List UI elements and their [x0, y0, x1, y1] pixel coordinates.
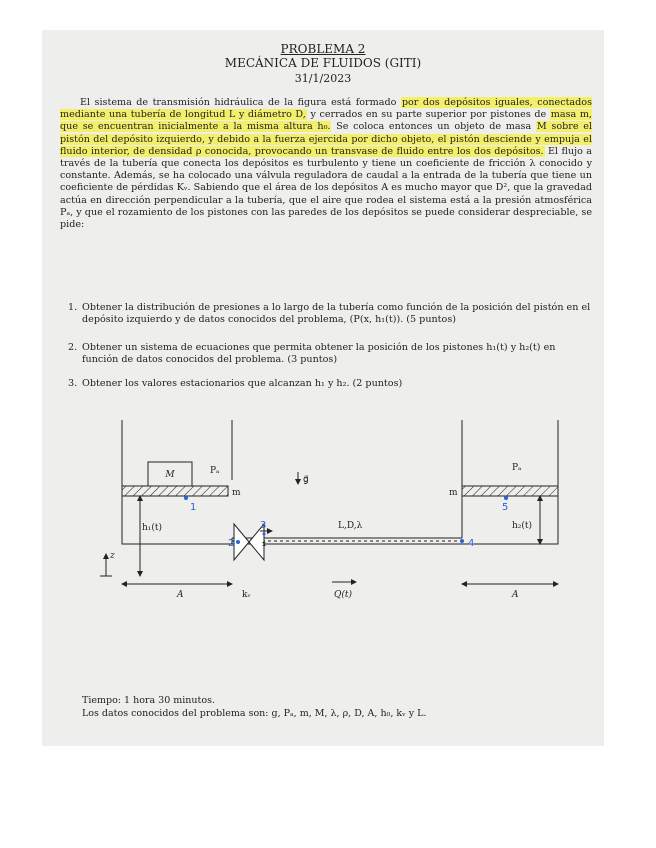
- question-text: Obtener un sistema de ecuaciones que permita obtener la posición de los pistones h₁(t) y h₂(t) en función de datos conocidos del problema. (3 puntos): [82, 342, 556, 365]
- point-4-marker: [460, 539, 464, 543]
- hydraulic-system-diagram: [42, 400, 604, 610]
- pipe-label: L,D,λ: [338, 521, 363, 531]
- h1-label: h₁(t): [142, 523, 163, 533]
- highlighted-text: por dos depósitos iguales, conectados mediante una tubería de longitud L y diámetro D,: [60, 97, 592, 121]
- point-3-marker: [263, 533, 266, 536]
- exam-sheet: [42, 30, 604, 746]
- question-1: [68, 302, 594, 326]
- question-number: 3.: [68, 378, 78, 389]
- point-4-label: 4: [468, 538, 475, 549]
- point-3-label: 3: [260, 520, 267, 531]
- exam-duration: Tiempo: 1 hora 30 minutos.: [82, 695, 215, 706]
- pa-right-label: Pₐ: [512, 463, 522, 473]
- gravity-label: g⃗: [303, 475, 309, 485]
- statement-text: y cerrados en su parte superior por pistones de: [306, 109, 550, 121]
- point-2-label: 2: [228, 538, 235, 549]
- question-2: [68, 342, 594, 366]
- highlighted-text: M sobre el pistón del depósito izquierdo, y debido a la fuerza ejercida por dicho objeto, el pistón desciende y empuja el fluido interior, de densidad ρ conocida, provocando un transvase de fluido entre los dos depósitos.: [60, 121, 592, 157]
- highlighted-text: masa m, que se encuentran inicialmente a la misma altura h₀.: [60, 109, 592, 133]
- left-piston: [122, 486, 228, 496]
- point-5-marker: [504, 496, 508, 500]
- footer: [82, 694, 426, 720]
- point-1-marker: [184, 496, 188, 500]
- area-left-label: A: [177, 590, 184, 600]
- h2-label: h₂(t): [512, 521, 533, 531]
- piston-left-mass-label: m: [232, 488, 241, 498]
- left-tank-wall: [122, 420, 232, 544]
- statement-text: Se coloca entonces un objeto de masa: [331, 121, 536, 133]
- area-right-label: A: [512, 590, 519, 600]
- right-tank-wall: [462, 420, 558, 544]
- mass-label: M: [165, 470, 175, 480]
- pa-left-label: Pₐ: [210, 466, 220, 476]
- z-label: z: [110, 551, 115, 561]
- x-label: x: [262, 540, 266, 548]
- statement-text: El sistema de transmisión hidráulica de la figura está formado: [80, 97, 401, 108]
- problem-title: PROBLEMA 2: [280, 42, 366, 56]
- statement-text: El flujo a través de la tubería que conecta los depósitos es turbulento y tiene un coeficiente de fricción λ conocido y constante. Además, se ha colocado una válvula reguladora de caudal a la entrada de la tubería que tiene un coeficiente de pérdidas Kᵥ. Sabiendo que el área de los depósitos A es mucho mayor que D², que la gravedad actúa en dirección perpendicular a la tubería, que el aire que rodea el sistema está a la presión atmosférica Pₐ, y que el rozamiento de los pistones con las paredes de los depósitos se puede considerar despreciable, se pide:: [60, 145, 592, 231]
- question-3: [68, 378, 594, 390]
- flow-label: Q(t): [334, 590, 353, 600]
- point-1-label: 1: [190, 502, 197, 513]
- question-text: Obtener los valores estacionarios que alcanzan h₁ y h₂. (2 puntos): [82, 378, 403, 389]
- course-title: MECÁNICA DE FLUIDOS (GITI): [224, 56, 422, 70]
- point-5-label: 5: [502, 502, 509, 513]
- problem-statement: [60, 97, 592, 231]
- right-piston: [462, 486, 558, 496]
- exam-date: 31/1/2023: [294, 72, 352, 85]
- question-number: 1.: [68, 302, 78, 313]
- question-text: Obtener la distribución de presiones a lo largo de la tubería como función de la posición del pistón en el depósito izquierdo y de datos conocidos del problema, (P(x, h₁(t)). (5 puntos): [82, 302, 591, 325]
- piston-right-mass-label: m: [449, 488, 458, 498]
- valve-label: kᵥ: [242, 590, 251, 600]
- point-2-marker: [236, 540, 240, 544]
- known-data: Los datos conocidos del problema son: g, Pₐ, m, M, λ, ρ, D, A, h₀, kᵥ y L.: [82, 708, 427, 719]
- question-number: 2.: [68, 342, 78, 353]
